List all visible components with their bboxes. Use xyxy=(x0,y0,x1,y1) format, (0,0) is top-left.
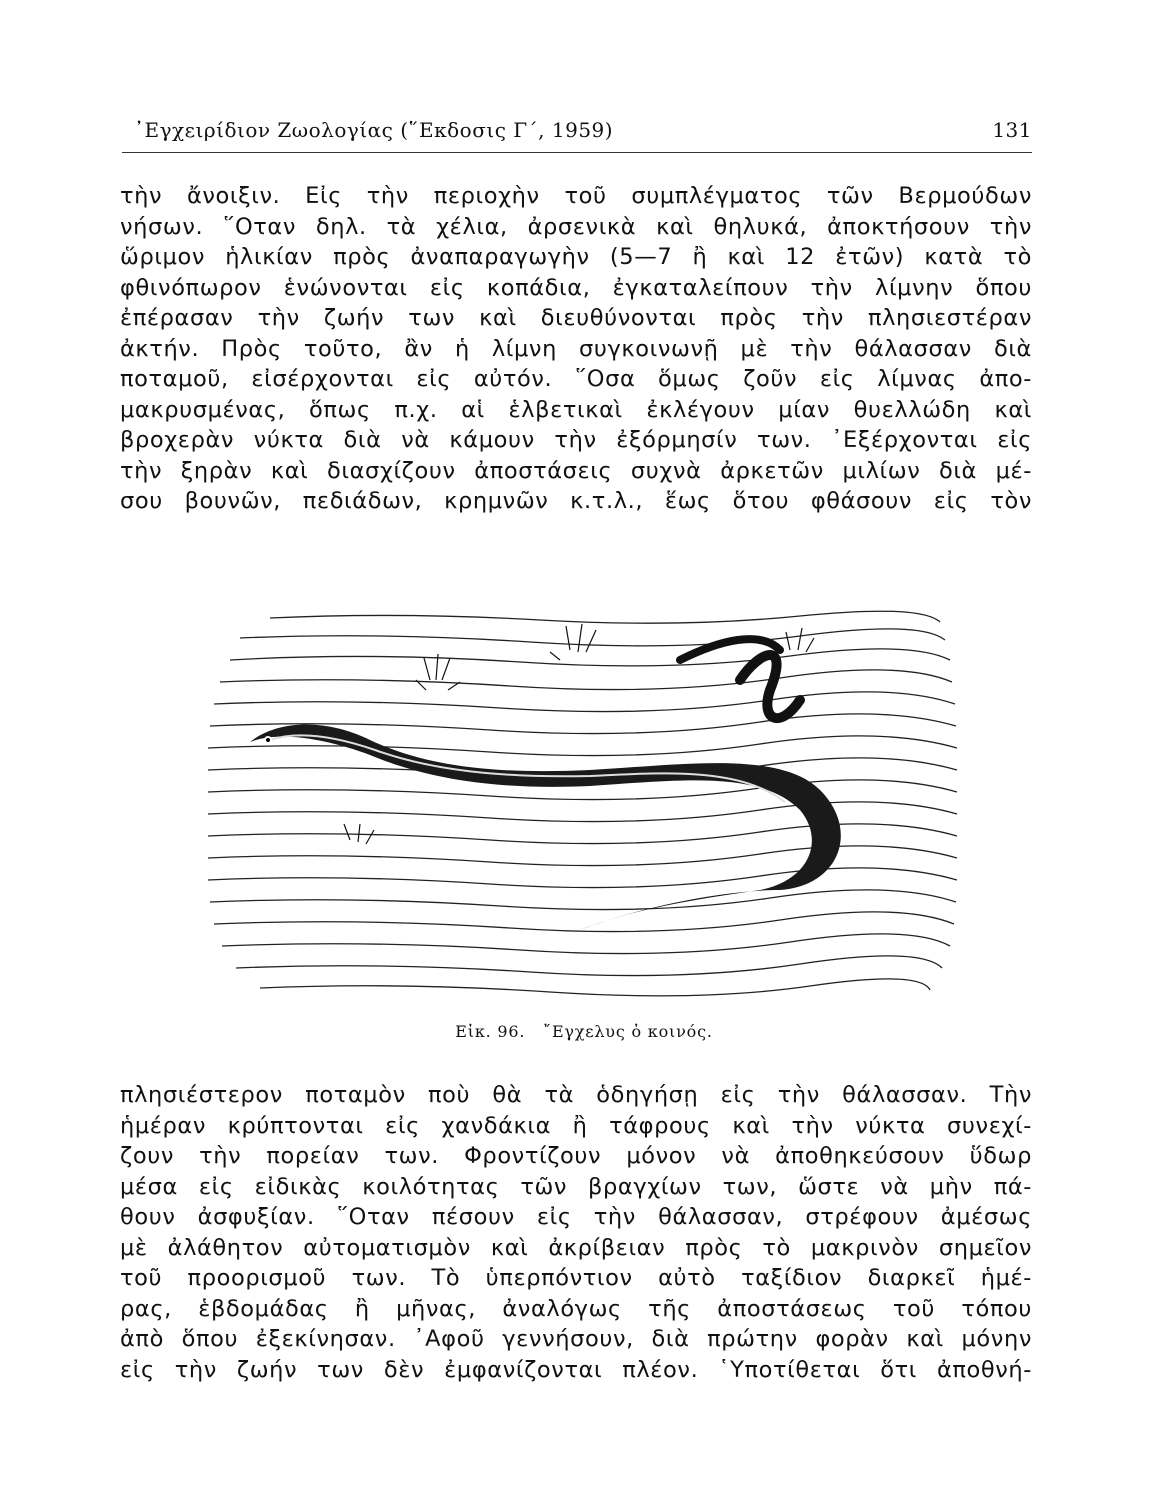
figure-caption xyxy=(0,1022,1168,1041)
page-number: 131 xyxy=(992,118,1032,142)
text-line: μὲ ἀλάθητον αὐτοματισμὸν καὶ ἀκρίβειαν πρὸς τὸ μακρινὸν σημεῖον xyxy=(120,1234,1032,1261)
text-line: τοῦ προορισμοῦ των. Τὸ ὑπερπόντιον αὐτὸ ταξίδιον διαρκεῖ ἡμέ- xyxy=(120,1265,1032,1291)
text-line: ρας, ἑβδομάδας ἢ μῆνας, ἀναλόγως τῆς ἀποστάσεως τοῦ τόπου xyxy=(120,1295,1032,1322)
paragraph-bottom xyxy=(120,1080,1032,1385)
text-line: νήσων. ῞Οταν δηλ. τὰ χέλια, ἀρσενικὰ καὶ θηλυκά, ἀποκτήσουν τὴν xyxy=(120,213,1032,240)
text-line: ἀκτήν. Πρὸς τοῦτο, ἂν ἡ λίμνη συγκοινωνῇ μὲ τὴν θάλασσαν διὰ xyxy=(120,335,1032,362)
text-line: μακρυσμένας, ὅπως π.χ. αἱ ἑλβετικαὶ ἐκλέγουν μίαν θυελλώδη καὶ xyxy=(120,396,1032,423)
figure-caption-text: ῎Εγχελυς ὁ κοινός. xyxy=(543,1022,713,1041)
figure-label: Εἰκ. 96. xyxy=(455,1022,526,1041)
text-line: ὥριμον ἡλικίαν πρὸς ἀναπαραγωγὴν (5—7 ἢ καὶ 12 ἐτῶν) κατὰ τὸ xyxy=(120,244,1032,270)
text-line: θουν ἀσφυξίαν. ῞Οταν πέσουν εἰς τὴν θάλασσαν, στρέφουν ἀμέσως xyxy=(120,1204,1032,1230)
text-line: τὴν ξηρὰν καὶ διασχίζουν ἀποστάσεις συχνὰ ἀρκετῶν μιλίων διὰ μέ- xyxy=(120,457,1032,484)
text-line: βροχερὰν νύκτα διὰ νὰ κάμουν τὴν ἐξόρμησίν των. ᾿Εξέρχονται εἰς xyxy=(120,427,1032,453)
text-line: μέσα εἰς εἰδικὰς κοιλότητας τῶν βραγχίων των, ὥστε νὰ μὴν πά- xyxy=(120,1173,1032,1200)
text-line: ζουν τὴν πορείαν των. Φροντίζουν μόνον νὰ ἀποθηκεύσουν ὕδωρ xyxy=(120,1143,1032,1169)
text-line: ποταμοῦ, εἰσέρχονται εἰς αὐτόν. ῞Οσα ὅμως ζοῦν εἰς λίμνας ἀπο- xyxy=(120,366,1032,392)
text-line: τὴν ἄνοιξιν. Εἰς τὴν περιοχὴν τοῦ συμπλέγματος τῶν Βερμούδων xyxy=(120,183,1032,209)
header-rule xyxy=(122,152,1032,153)
text-line: φθινόπωρον ἑνώνονται εἰς κοπάδια, ἐγκαταλείπουν τὴν λίμνην ὅπου xyxy=(120,274,1032,301)
eel-illustration xyxy=(200,590,960,1010)
book-title: ᾿Εγχειρίδιον Ζωολογίας (῞Εκδοσις Γ΄, 1959) xyxy=(134,118,614,142)
text-line: εἰς τὴν ζωήν των δὲν ἐμφανίζονται πλέον. ῾Υποτίθεται ὅτι ἀποθνή- xyxy=(120,1356,1032,1383)
text-line: ἡμέραν κρύπτονται εἰς χανδάκια ἢ τάφρους καὶ τὴν νύκτα συνεχί- xyxy=(120,1112,1032,1139)
text-line: σου βουνῶν, πεδιάδων, κρημνῶν κ.τ.λ., ἕως ὅτου φθάσουν εἰς τὸν xyxy=(120,488,1032,514)
text-line: πλησιέστερον ποταμὸν ποὺ θὰ τὰ ὁδηγήσῃ εἰς τὴν θάλασσαν. Τὴν xyxy=(120,1082,1032,1108)
text-line: ἀπὸ ὅπου ἐξεκίνησαν. ᾿Αφοῦ γεννήσουν, διὰ πρώτην φορὰν καὶ μόνην xyxy=(120,1326,1032,1352)
running-header xyxy=(122,118,1032,148)
water-lines xyxy=(208,611,957,996)
paragraph-top xyxy=(120,181,1032,517)
text-line: ἐπέρασαν τὴν ζωήν των καὶ διευθύνονται πρὸς τὴν πλησιεστέραν xyxy=(120,305,1032,331)
